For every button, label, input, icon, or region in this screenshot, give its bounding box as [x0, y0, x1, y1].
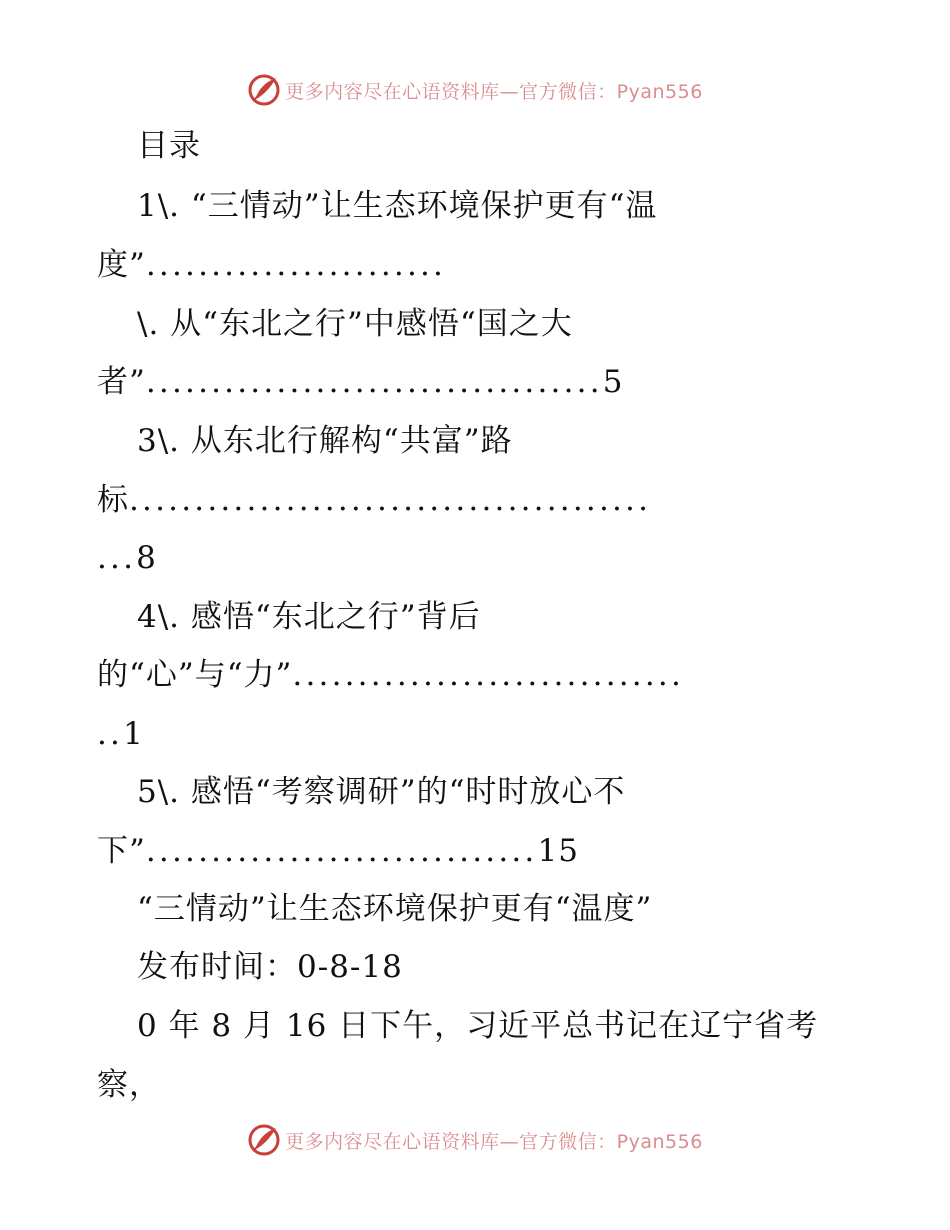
toc-item-4-line3[interactable]	[97, 714, 144, 754]
banner-text: 更多内容尽在心语资料库—官方微信：Pyan556	[285, 80, 703, 103]
toc-page-number: 5	[602, 364, 624, 400]
toc-leader-dots: ........................................	[129, 482, 652, 518]
toc-leader-dots: ..............................	[292, 657, 685, 693]
publish-time: 发布时间：0-8-18	[137, 949, 403, 985]
body-paragraph-line2: 察，	[97, 1067, 161, 1103]
toc-leader-dots: .......................	[145, 247, 447, 283]
footer-banner	[0, 1120, 950, 1160]
pen-feather-logo-icon	[247, 1123, 281, 1157]
toc-item-4-line2[interactable]: 的“心”与“力”..............................	[97, 657, 685, 693]
toc-item-5-line1[interactable]: 5\. 感悟“考察调研”的“时时放心不	[137, 774, 626, 810]
pen-feather-logo-icon	[247, 73, 281, 107]
toc-item-4-line1[interactable]: 4\. 感悟“东北之行”背后	[137, 599, 481, 635]
toc-item-2-line2[interactable]: 者”...................................5	[97, 364, 624, 400]
toc-item-3-line1[interactable]: 3\. 从东北行解构“共富”路	[137, 423, 513, 459]
toc-page-number: 15	[537, 833, 579, 869]
toc-leader-dots: ...................................	[145, 364, 603, 400]
toc-item-1-line1[interactable]: 1\. “三情动”让生态环境保护更有“温	[137, 188, 658, 224]
toc-item-3-line2[interactable]: 标........................................	[97, 482, 652, 518]
toc-item-1-line2[interactable]: 度”.......................	[97, 247, 447, 283]
article-title: “三情动”让生态环境保护更有“温度”	[137, 891, 653, 927]
toc-leader-dots: ..	[97, 716, 124, 752]
body-paragraph-line1: 0 年 8 月 16 日下午，习近平总书记在辽宁省考	[137, 1008, 819, 1044]
toc-item-3-line3[interactable]	[97, 538, 157, 578]
toc-leader-dots: ...	[97, 540, 137, 576]
toc-page-number: 1	[123, 716, 144, 752]
banner-text: 更多内容尽在心语资料库—官方微信：Pyan556	[285, 1130, 703, 1153]
header-banner	[0, 70, 950, 110]
toc-item-2-line1[interactable]: \. 从“东北之行”中感悟“国之大	[137, 306, 573, 342]
toc-item-5-line2[interactable]: 下”..............................15	[97, 833, 579, 869]
toc-leader-dots: ..............................	[145, 833, 538, 869]
toc-title: 目录	[137, 128, 201, 164]
toc-page-number: 8	[136, 540, 157, 576]
